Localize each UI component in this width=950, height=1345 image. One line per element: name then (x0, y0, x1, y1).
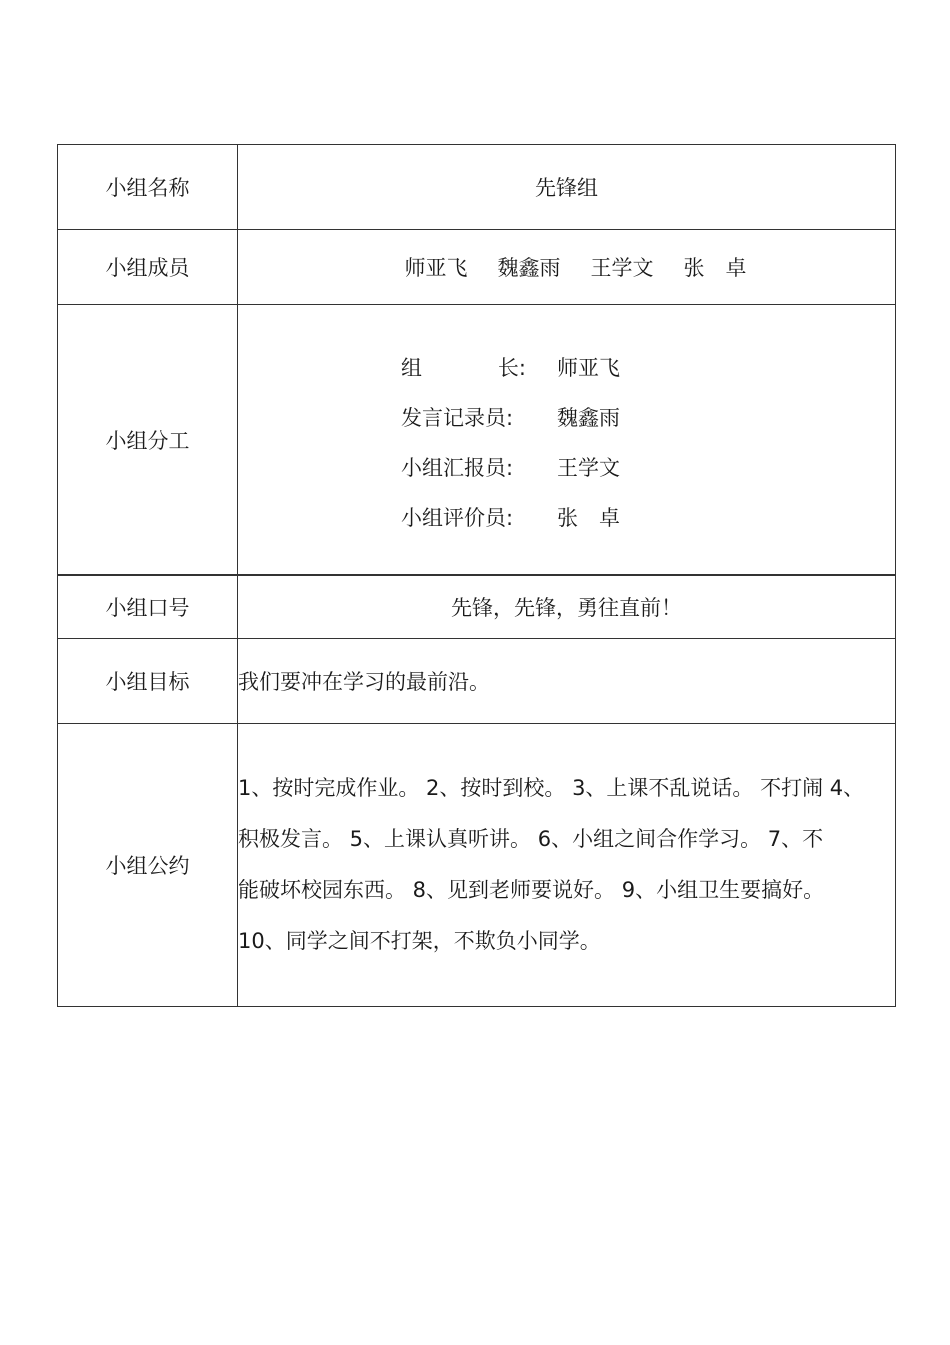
goal-label: 小组目标 (58, 638, 238, 723)
rules-line: 10、同学之间不打架，不欺负小同学。 (238, 928, 601, 953)
member-name: 王学文 (590, 256, 654, 280)
row-goal (58, 638, 896, 723)
group-name-value: 先锋组 (238, 145, 896, 230)
goal-value: 我们要冲在学习的最前沿。 (238, 638, 896, 723)
row-members (58, 230, 896, 305)
role-item-reporter (401, 452, 620, 482)
role-item-leader (401, 352, 620, 382)
role-title-char: 组 (401, 356, 422, 380)
row-group-name (58, 145, 896, 230)
role-person: 王学文 (557, 456, 620, 480)
members-cell (238, 230, 896, 305)
rules-cell (238, 723, 896, 1006)
group-info-table (57, 144, 896, 1007)
member-name: 张 卓 (683, 256, 747, 280)
rules-line: 积极发言。 5、上课认真听讲。 6、小组之间合作学习。 7、不 (238, 826, 824, 851)
row-roles (58, 305, 896, 576)
rules-line: 能破坏校园东西。 8、见到老师要说好。 9、小组卫生要搞好。 (238, 877, 825, 902)
member-name: 魏鑫雨 (497, 256, 561, 280)
members-label: 小组成员 (58, 230, 238, 305)
members-list (238, 252, 895, 282)
role-title: 发言记录员: (401, 406, 514, 430)
roles-cell (238, 305, 896, 576)
role-item-recorder (401, 402, 620, 432)
role-person: 魏鑫雨 (557, 406, 620, 430)
role-title-char: 长: (497, 356, 526, 380)
roles-label: 小组分工 (58, 305, 238, 576)
role-title: 小组汇报员: (401, 456, 514, 480)
row-slogan (58, 575, 896, 638)
group-name-label: 小组名称 (58, 145, 238, 230)
slogan-value: 先锋，先锋，勇往直前！ (238, 575, 896, 638)
role-person: 师亚飞 (557, 356, 620, 380)
roles-list (238, 305, 895, 574)
member-name: 师亚飞 (404, 256, 468, 280)
role-item-evaluator (401, 502, 620, 532)
role-title: 小组评价员: (401, 506, 514, 530)
rules-line: 1、按时完成作业。 2、按时到校。 3、上课不乱说话。 不打闹 4、 (238, 775, 865, 800)
role-title (401, 352, 526, 382)
row-rules (58, 723, 896, 1006)
role-person: 张 卓 (557, 506, 620, 530)
rules-label: 小组公约 (58, 723, 238, 1006)
slogan-label: 小组口号 (58, 575, 238, 638)
